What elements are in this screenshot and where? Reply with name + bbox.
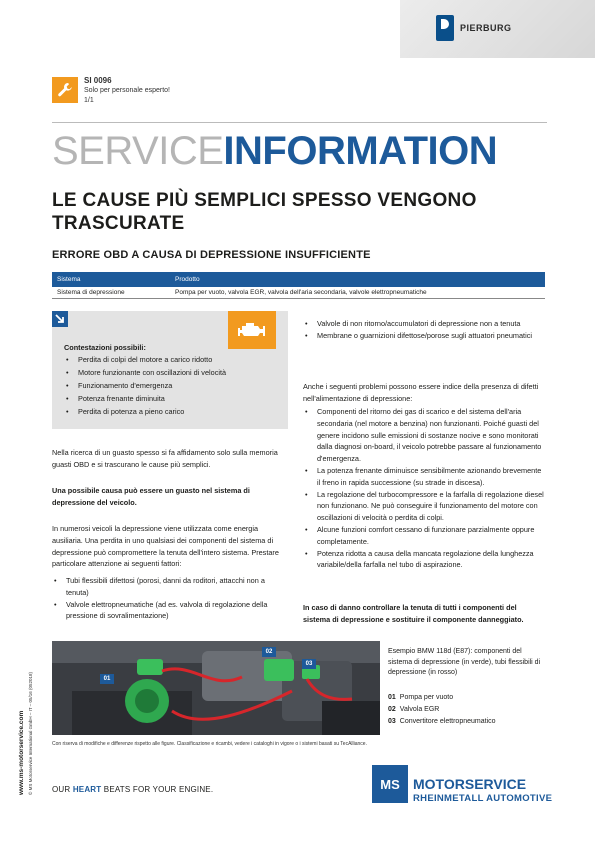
table-row <box>52 287 545 299</box>
banner-bold-text: INFORMATION <box>223 129 498 173</box>
banner-light-text: SERVICE <box>52 129 224 173</box>
figure-caption: Esempio BMW 118d (E87): componenti del sistema di depressione (in verde), tubi flessibili di depressione (in rosso) <box>388 648 541 676</box>
table-header <box>52 272 545 287</box>
complaints-list <box>64 353 284 418</box>
complaints-title: Contestazioni possibili: <box>64 343 146 352</box>
arrow-down-right-icon <box>52 311 68 327</box>
page-title: LE CAUSE PIÙ SEMPLICI SPESSO VENGONO TRASCURATE <box>52 190 477 234</box>
list-item: • Potenza ridotta a causa della mancata regolazione della lunghezza variabile/della farfalla nel tubo di aspirazione. <box>303 548 545 572</box>
table-cell-system: Sistema di depressione <box>57 289 125 296</box>
list-item: • La regolazione del turbocompressore e la farfalla di regolazione diesel non funzionano. Ne può conseguire il funzionamento del motore con oscillazioni di velocità o perdita di colpi. <box>303 489 545 524</box>
figure-legend <box>388 692 546 728</box>
product-table <box>52 272 545 299</box>
service-information-banner <box>52 128 497 174</box>
legend-label: Convertitore elettropneumatico <box>399 718 496 725</box>
engine-photo <box>52 641 380 735</box>
pierburg-logo-icon <box>436 15 454 41</box>
table-header-product: Prodotto <box>175 276 200 283</box>
problems-paragraph: Anche i seguenti problemi possono essere indice della presenza di difetti nell'alimentazione di depressione: <box>303 382 539 403</box>
table-cell-product: Pompa per vuoto, valvola EGR, valvola dell'aria secondaria, valvole elettropneumatiche <box>175 289 427 296</box>
website-url: www.ms-motorservice.com <box>18 710 25 795</box>
list-item: • Componenti del ritorno dei gas di scarico e del sistema dell'aria secondaria (nel motore a benzina) non funzionanti. Poiché guasti del genere incidono sulle emissioni di sostanze nocive e sono monitorati dalla diagnosi on-board, il veicolo potrebbe passare al funzionamento d'emergenza. <box>303 406 545 465</box>
legend-item <box>388 716 546 728</box>
engine-photo-illustration <box>52 641 380 735</box>
si-info <box>84 76 170 106</box>
slogan-highlight: HEART <box>72 785 102 794</box>
legend-item <box>388 704 546 716</box>
legend-label: Valvola EGR <box>399 706 440 713</box>
legend-number: 01 <box>388 694 396 701</box>
slogan-pre: OUR <box>52 785 73 794</box>
list-item: • Motore funzionante con oscillazioni di velocità <box>64 366 284 379</box>
conclusion-paragraph: In caso di danno controllare la tenuta di tutti i componenti del sistema di depressione e sostituire il componente danneggiato. <box>303 603 524 624</box>
list-item: • Potenza frenante diminuita <box>64 392 284 405</box>
footnote: Con riserva di modifiche e differenze rispetto alle figure. Classificazione e ricambi, vedere i cataloghi in vigore o i sistemi basati su TecAlliance. <box>52 741 367 747</box>
intro-paragraph: Nella ricerca di un guasto spesso si fa affidamento solo sulla memoria guasti OBD e si trascurano le cause più semplici. <box>52 448 278 469</box>
legal-notice: © MS Motorservice International GmbH – IT – 05/16 (052018) <box>28 671 33 795</box>
list-item: • Membrane o guarnizioni difettose/porose sugli attuatori pneumatici <box>303 330 545 342</box>
slogan-post: BEATS FOR YOUR ENGINE. <box>101 785 214 794</box>
marker-02: 02 <box>262 647 276 657</box>
motorservice-logo-icon: MS <box>372 765 408 803</box>
pierburg-logo-text: PIERBURG <box>460 23 512 33</box>
list-item: • Alcune funzioni comfort cessano di funzionare parzialmente oppure completamente. <box>303 524 545 548</box>
list-item: • Perdita di potenza a pieno carico <box>64 405 284 418</box>
cause-paragraph: Una possibile causa può essere un guasto nel sistema di depressione del veicolo. <box>52 486 250 507</box>
list-item: • Tubi flessibili difettosi (porosi, danni da roditori, attacchi non a tenuta) <box>52 575 288 599</box>
vacuum-paragraph: In numerosi veicoli la depressione viene utilizzata come energia ausiliaria. Una perdita in uno qualsiasi dei componenti del sistema di depressione può compromettere la tenuta dell'intero sistema. Prestare particolare attenzione ai seguenti fattori: <box>52 524 279 569</box>
si-code: SI 0096 <box>84 76 112 85</box>
marker-01: 01 <box>100 674 114 684</box>
legend-item <box>388 692 546 704</box>
list-item: • Funzionamento d'emergenza <box>64 379 284 392</box>
motorservice-name: MOTORSERVICE <box>413 776 527 792</box>
si-page: 1/1 <box>84 97 94 104</box>
list-item: • Valvole elettropneumatiche (ad es. valvola di regolazione della pressione di sovralimentazione) <box>52 599 288 623</box>
legend-number: 03 <box>388 718 396 725</box>
si-note: Solo per personale esperto! <box>84 87 170 94</box>
list-item: • Perdita di colpi del motore a carico ridotto <box>64 353 284 366</box>
problems-list <box>303 406 545 571</box>
legend-label: Pompa per vuoto <box>399 694 454 701</box>
motorservice-subtitle: RHEINMETALL AUTOMOTIVE <box>413 793 553 804</box>
engine-warning-icon <box>228 311 276 349</box>
factors-list-continued <box>303 318 545 342</box>
legend-number: 02 <box>388 706 396 713</box>
page-subtitle: ERRORE OBD A CAUSA DI DEPRESSIONE INSUFFICIENTE <box>52 249 371 261</box>
marker-03: 03 <box>302 659 316 669</box>
list-item: • La potenza frenante diminuisce sensibilmente azionando brevemente il freno in rapida successione (su strade in discesa). <box>303 465 545 489</box>
list-item: • Valvole di non ritorno/accumulatori di depressione non a tenuta <box>303 318 545 330</box>
factors-list <box>52 575 288 622</box>
table-header-system: Sistema <box>57 276 81 283</box>
slogan <box>52 785 213 794</box>
wrench-icon <box>52 77 78 103</box>
